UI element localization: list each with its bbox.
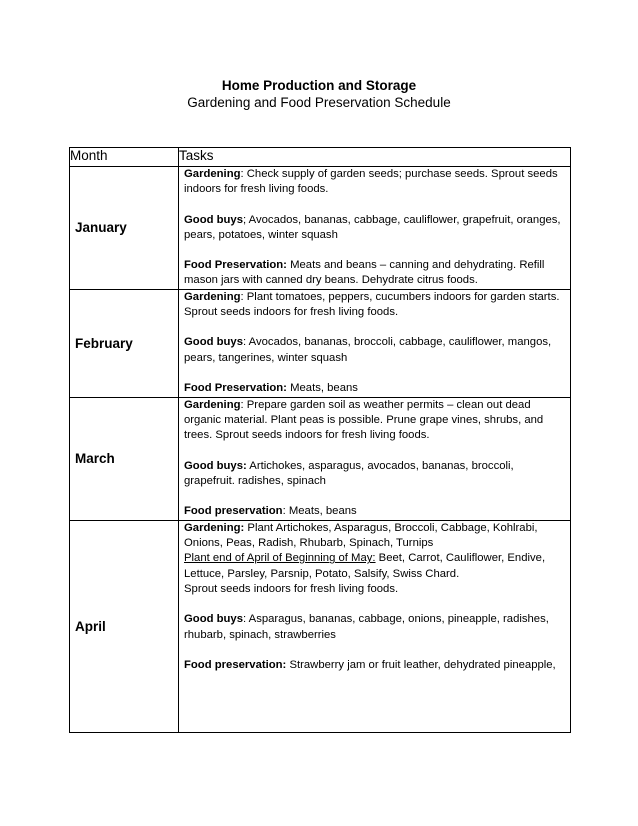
gardening-label: Gardening	[184, 168, 241, 180]
month-cell: March	[70, 397, 179, 520]
schedule-table	[69, 147, 571, 733]
gardening-label: Gardening	[184, 290, 241, 303]
food-preservation-label: Food Preservation:	[184, 381, 287, 394]
table-header-row	[70, 148, 571, 167]
month-cell: April	[70, 520, 179, 732]
food-preservation-label: Food preservation:	[184, 658, 287, 671]
table-row-january	[70, 167, 571, 290]
tasks-cell	[179, 520, 571, 732]
gardening-text: : Plant tomatoes, peppers, cucumbers indoors for garden starts. Sprout seeds indoors for fresh living foods.	[184, 290, 560, 319]
good-buys-task	[184, 213, 566, 244]
month-cell: February	[70, 289, 179, 397]
good-buys-text: ; Avocados, bananas, cabbage, cauliflower, grapefruit, oranges, pears, potatoes, winter squash	[184, 213, 561, 241]
plant-end-text: Beet, Carrot, Cauliflower, Endive, Lettuce, Parsley, Parsnip, Potato, Salsify, Swiss Chard.	[184, 552, 546, 580]
document-title: Home Production and Storage	[221, 78, 417, 93]
gardening-text: Plant Artichokes, Asparagus, Broccoli, Cabbage, Kohlrabi, Onions, Peas, Radish, Rhubarb, Spinach, Turnips	[184, 521, 538, 550]
gardening-task	[184, 167, 566, 198]
food-preservation-text: Strawberry jam or fruit leather, dehydrated pineapple,	[286, 658, 556, 671]
tasks-cell	[179, 167, 571, 290]
good-buys-label: Good buys	[184, 213, 243, 226]
gardening-task	[184, 521, 566, 552]
good-buys-text: : Asparagus, bananas, cabbage, onions, pineapple, radishes, rhubarb, spinach, strawberries	[184, 613, 549, 641]
tasks-cell	[179, 289, 571, 397]
food-preservation-task	[184, 504, 566, 519]
gardening-label: Gardening:	[184, 521, 245, 534]
plant-end-task	[184, 551, 566, 582]
good-buys-text: Artichokes, asparagus, avocados, bananas, broccoli, grapefruit. radishes, spinach	[184, 459, 514, 487]
food-preservation-text: : Meats, beans	[282, 505, 357, 518]
food-preservation-text: Meats and beans – canning and dehydrating. Refill mason jars with canned dry beans. Dehydrate citrus foods.	[184, 259, 545, 287]
good-buys-label: Good buys	[184, 613, 243, 626]
tasks-column-header: Tasks	[179, 148, 571, 167]
food-preservation-task	[184, 658, 566, 673]
gardening-label: Gardening	[184, 398, 241, 411]
table-row-march	[70, 397, 571, 520]
food-preservation-text: Meats, beans	[286, 381, 358, 394]
good-buys-text: : Avocados, bananas, broccoli, cabbage, cauliflower, mangos, pears, tangerines, winter squash	[184, 336, 552, 364]
gardening-task	[184, 290, 566, 321]
table-row-february	[70, 289, 571, 397]
food-preservation-task	[184, 258, 566, 289]
tasks-cell	[179, 397, 571, 520]
sprout-task: Sprout seeds indoors for fresh living foods.	[184, 582, 399, 595]
good-buys-task	[184, 612, 566, 643]
good-buys-task	[184, 459, 566, 490]
gardening-text: : Check supply of garden seeds; purchase seeds. Sprout seeds indoors for fresh living foods.	[184, 168, 558, 196]
good-buys-label: Good buys	[184, 336, 243, 349]
food-preservation-task	[184, 381, 566, 396]
good-buys-task	[184, 335, 566, 366]
month-column-header: Month	[70, 148, 179, 167]
gardening-text: : Prepare garden soil as weather permits – clean out dead organic material. Plant peas is possible. Prune grape vines, shrubs, and trees. Sprout seeds indoors for fresh living foods.	[184, 398, 544, 442]
plant-end-label: Plant end of April of Beginning of May:	[184, 552, 376, 565]
table-row-april	[70, 520, 571, 732]
food-preservation-label: Food preservation	[184, 505, 283, 518]
gardening-task	[184, 398, 566, 444]
food-preservation-label: Food Preservation:	[184, 259, 287, 272]
good-buys-label: Good buys:	[184, 459, 247, 472]
document-subtitle: Gardening and Food Preservation Schedule	[187, 95, 451, 110]
month-cell: January	[70, 167, 179, 290]
